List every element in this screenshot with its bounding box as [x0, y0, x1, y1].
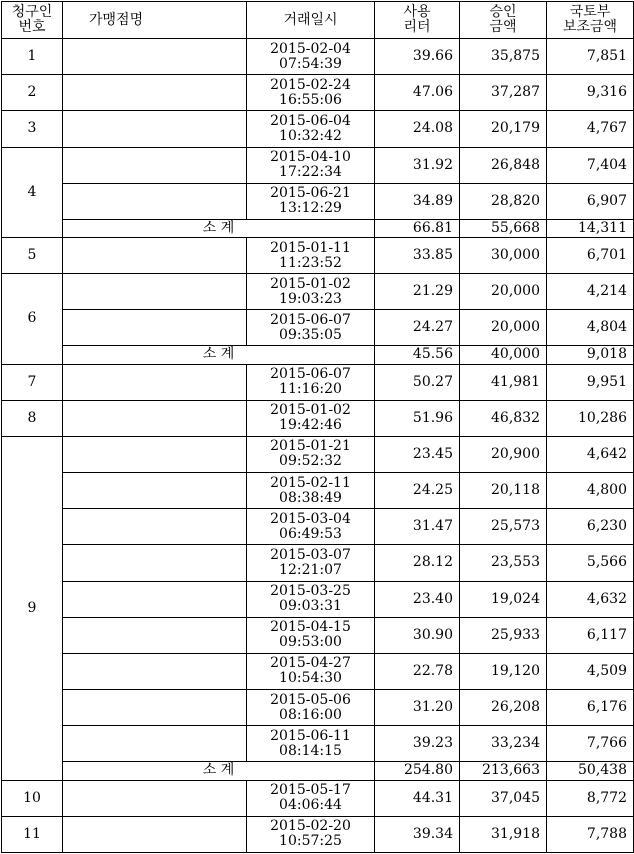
subtotal-approved: 213,663 [460, 762, 547, 780]
claim-number-cell: 9 [2, 436, 63, 780]
approved-amount-cell: 30,000 [460, 237, 547, 273]
table-row [2, 780, 634, 816]
subsidy-amount-cell: 10,286 [547, 400, 634, 436]
time-text: 13:12:29 [279, 200, 342, 217]
subsidy-amount-cell: 8,772 [547, 780, 634, 816]
time-text: 09:35:05 [279, 326, 342, 343]
approved-amount-cell: 26,848 [460, 147, 547, 183]
approved-amount-cell: 28,820 [460, 183, 547, 219]
header-row [2, 2, 634, 39]
date-text: 2015-03-07 [270, 546, 351, 563]
table-row [2, 436, 634, 472]
liters-cell: 21.29 [375, 274, 460, 310]
datetime-cell [247, 690, 375, 726]
liters-cell: 23.45 [375, 436, 460, 472]
approved-amount-cell: 46,832 [460, 400, 547, 436]
approved-amount-cell: 37,287 [460, 75, 547, 111]
subtotal-label: 소 계 [63, 762, 375, 780]
subsidy-amount-cell: 6,117 [547, 617, 634, 653]
date-text: 2015-05-17 [270, 782, 351, 799]
approved-amount-cell: 25,933 [460, 617, 547, 653]
merchant-cell [63, 75, 247, 111]
liters-cell: 30.90 [375, 617, 460, 653]
date-text: 2015-06-07 [270, 366, 351, 383]
table-row [2, 653, 634, 689]
date-text: 2015-02-11 [270, 474, 351, 491]
table-row [2, 400, 634, 436]
date-text: 2015-04-15 [270, 619, 351, 636]
liters-cell: 47.06 [375, 75, 460, 111]
datetime-cell [247, 816, 375, 852]
datetime-cell [247, 545, 375, 581]
approved-amount-cell: 19,024 [460, 581, 547, 617]
time-text: 08:16:00 [279, 706, 342, 723]
time-text: 10:54:30 [279, 670, 342, 687]
datetime-cell [247, 509, 375, 545]
merchant-cell [63, 509, 247, 545]
merchant-cell [63, 617, 247, 653]
header-liters: 사용 리터 [375, 2, 460, 39]
claim-number-cell: 1 [2, 39, 63, 75]
subsidy-amount-cell: 9,316 [547, 75, 634, 111]
datetime-cell [247, 473, 375, 509]
liters-cell: 22.78 [375, 653, 460, 689]
claim-number-cell: 5 [2, 237, 63, 273]
datetime-cell [247, 147, 375, 183]
liters-cell: 33.85 [375, 237, 460, 273]
merchant-cell [63, 545, 247, 581]
approved-amount-cell: 20,900 [460, 436, 547, 472]
date-text: 2015-01-02 [270, 275, 351, 292]
datetime-cell [247, 581, 375, 617]
approved-amount-cell: 41,981 [460, 364, 547, 400]
datetime-cell [247, 364, 375, 400]
date-text: 2015-01-21 [270, 438, 351, 455]
table-row [2, 726, 634, 762]
subsidy-amount-cell: 6,907 [547, 183, 634, 219]
claim-number-cell: 6 [2, 274, 63, 364]
liters-cell: 39.34 [375, 816, 460, 852]
approved-amount-cell: 31,918 [460, 816, 547, 852]
date-text: 2015-02-24 [270, 76, 351, 93]
liters-cell: 50.27 [375, 364, 460, 400]
date-text: 2015-06-07 [270, 311, 351, 328]
liters-cell: 28.12 [375, 545, 460, 581]
approved-amount-cell: 35,875 [460, 39, 547, 75]
claim-number-cell: 2 [2, 75, 63, 111]
approved-amount-cell: 19,120 [460, 653, 547, 689]
liters-cell: 24.08 [375, 111, 460, 147]
table-row [2, 39, 634, 75]
time-text: 10:57:25 [279, 833, 342, 850]
time-text: 10:32:42 [279, 127, 342, 144]
table-row [2, 690, 634, 726]
subsidy-amount-cell: 7,851 [547, 39, 634, 75]
merchant-cell [63, 780, 247, 816]
date-text: 2015-01-02 [270, 402, 351, 419]
subsidy-amount-cell: 4,767 [547, 111, 634, 147]
date-text: 2015-06-04 [270, 112, 351, 129]
datetime-cell [247, 436, 375, 472]
liters-cell: 44.31 [375, 780, 460, 816]
datetime-cell [247, 726, 375, 762]
subtotal-approved: 40,000 [460, 346, 547, 364]
subtotal-subsidy: 50,438 [547, 762, 634, 780]
liters-cell: 24.25 [375, 473, 460, 509]
datetime-cell [247, 237, 375, 273]
approved-amount-cell: 20,179 [460, 111, 547, 147]
subsidy-amount-cell: 9,951 [547, 364, 634, 400]
header-merchant: 가맹점명 [63, 2, 247, 39]
merchant-cell [63, 726, 247, 762]
subtotal-row [2, 346, 634, 364]
merchant-cell [63, 39, 247, 75]
merchant-cell [63, 581, 247, 617]
time-text: 16:55:06 [279, 91, 342, 108]
subsidy-amount-cell: 6,176 [547, 690, 634, 726]
subtotal-liters: 45.56 [375, 346, 460, 364]
merchant-cell [63, 274, 247, 310]
table-row [2, 473, 634, 509]
approved-amount-cell: 23,553 [460, 545, 547, 581]
datetime-cell [247, 274, 375, 310]
table-row [2, 545, 634, 581]
date-text: 2015-04-10 [270, 149, 351, 166]
merchant-cell [63, 400, 247, 436]
liters-cell: 51.96 [375, 400, 460, 436]
subsidy-amount-cell: 7,788 [547, 816, 634, 852]
datetime-cell [247, 653, 375, 689]
liters-cell: 24.27 [375, 310, 460, 346]
subtotal-approved: 55,668 [460, 219, 547, 237]
subtotal-label: 소 계 [63, 219, 375, 237]
subtotal-liters: 254.80 [375, 762, 460, 780]
date-text: 2015-01-11 [270, 239, 351, 256]
claim-number-cell: 10 [2, 780, 63, 816]
subsidy-amount-cell: 6,230 [547, 509, 634, 545]
time-text: 19:42:46 [279, 417, 342, 434]
table-row [2, 310, 634, 346]
subsidy-amount-cell: 7,404 [547, 147, 634, 183]
date-text: 2015-04-27 [270, 655, 351, 672]
liters-cell: 31.47 [375, 509, 460, 545]
subtotal-liters: 66.81 [375, 219, 460, 237]
liters-cell: 31.20 [375, 690, 460, 726]
claim-number-cell: 11 [2, 816, 63, 852]
merchant-cell [63, 364, 247, 400]
approved-amount-cell: 26,208 [460, 690, 547, 726]
liters-cell: 39.66 [375, 39, 460, 75]
claim-number-cell: 7 [2, 364, 63, 400]
claim-number-cell: 4 [2, 147, 63, 237]
header-datetime: 거래일시 [247, 2, 375, 39]
liters-cell: 23.40 [375, 581, 460, 617]
merchant-cell [63, 653, 247, 689]
time-text: 08:38:49 [279, 489, 342, 506]
header-subsidy: 국토부 보조금액 [547, 2, 634, 39]
subsidy-amount-cell: 4,800 [547, 473, 634, 509]
datetime-cell [247, 39, 375, 75]
header-claim-no: 청구인 번호 [2, 2, 63, 39]
approved-amount-cell: 33,234 [460, 726, 547, 762]
time-text: 06:49:53 [279, 525, 342, 542]
subtotal-row [2, 762, 634, 780]
merchant-cell [63, 436, 247, 472]
table-row [2, 75, 634, 111]
date-text: 2015-02-20 [270, 818, 351, 835]
table-row [2, 274, 634, 310]
table-row [2, 581, 634, 617]
time-text: 09:52:32 [279, 453, 342, 470]
time-text: 07:54:39 [279, 55, 342, 72]
table-row [2, 509, 634, 545]
subsidy-amount-cell: 4,642 [547, 436, 634, 472]
liters-cell: 31.92 [375, 147, 460, 183]
merchant-cell [63, 816, 247, 852]
table-row [2, 183, 634, 219]
datetime-cell [247, 310, 375, 346]
date-text: 2015-06-11 [270, 727, 351, 744]
merchant-cell [63, 473, 247, 509]
datetime-cell [247, 183, 375, 219]
table-row [2, 816, 634, 852]
subsidy-amount-cell: 4,214 [547, 274, 634, 310]
table-row [2, 364, 634, 400]
header-approved: 승인 금액 [460, 2, 547, 39]
time-text: 08:14:15 [279, 742, 342, 759]
datetime-cell [247, 400, 375, 436]
transaction-table [1, 1, 634, 853]
table-row [2, 237, 634, 273]
claim-number-cell: 3 [2, 111, 63, 147]
approved-amount-cell: 20,118 [460, 473, 547, 509]
datetime-cell [247, 780, 375, 816]
subsidy-amount-cell: 4,632 [547, 581, 634, 617]
time-text: 11:23:52 [279, 254, 342, 271]
approved-amount-cell: 20,000 [460, 274, 547, 310]
date-text: 2015-02-04 [270, 40, 351, 57]
approved-amount-cell: 37,045 [460, 780, 547, 816]
datetime-cell [247, 617, 375, 653]
time-text: 17:22:34 [279, 164, 342, 181]
date-text: 2015-05-06 [270, 691, 351, 708]
time-text: 19:03:23 [279, 290, 342, 307]
datetime-cell [247, 111, 375, 147]
subtotal-subsidy: 14,311 [547, 219, 634, 237]
subsidy-amount-cell: 6,701 [547, 237, 634, 273]
liters-cell: 39.23 [375, 726, 460, 762]
merchant-cell [63, 310, 247, 346]
date-text: 2015-06-21 [270, 185, 351, 202]
date-text: 2015-03-25 [270, 583, 351, 600]
time-text: 09:53:00 [279, 634, 342, 651]
date-text: 2015-03-04 [270, 510, 351, 527]
subtotal-label: 소 계 [63, 346, 375, 364]
subsidy-amount-cell: 7,766 [547, 726, 634, 762]
approved-amount-cell: 25,573 [460, 509, 547, 545]
subsidy-amount-cell: 4,509 [547, 653, 634, 689]
table-row [2, 617, 634, 653]
table-body [2, 39, 634, 853]
time-text: 04:06:44 [279, 797, 342, 814]
claim-number-cell: 8 [2, 400, 63, 436]
time-text: 11:16:20 [279, 381, 342, 398]
subtotal-row [2, 219, 634, 237]
liters-cell: 34.89 [375, 183, 460, 219]
subtotal-subsidy: 9,018 [547, 346, 634, 364]
subsidy-amount-cell: 4,804 [547, 310, 634, 346]
merchant-cell [63, 147, 247, 183]
datetime-cell [247, 75, 375, 111]
table-row [2, 147, 634, 183]
subsidy-amount-cell: 5,566 [547, 545, 634, 581]
approved-amount-cell: 20,000 [460, 310, 547, 346]
merchant-cell [63, 237, 247, 273]
time-text: 09:03:31 [279, 598, 342, 615]
table-row [2, 111, 634, 147]
merchant-cell [63, 111, 247, 147]
merchant-cell [63, 690, 247, 726]
time-text: 12:21:07 [279, 561, 342, 578]
merchant-cell [63, 183, 247, 219]
